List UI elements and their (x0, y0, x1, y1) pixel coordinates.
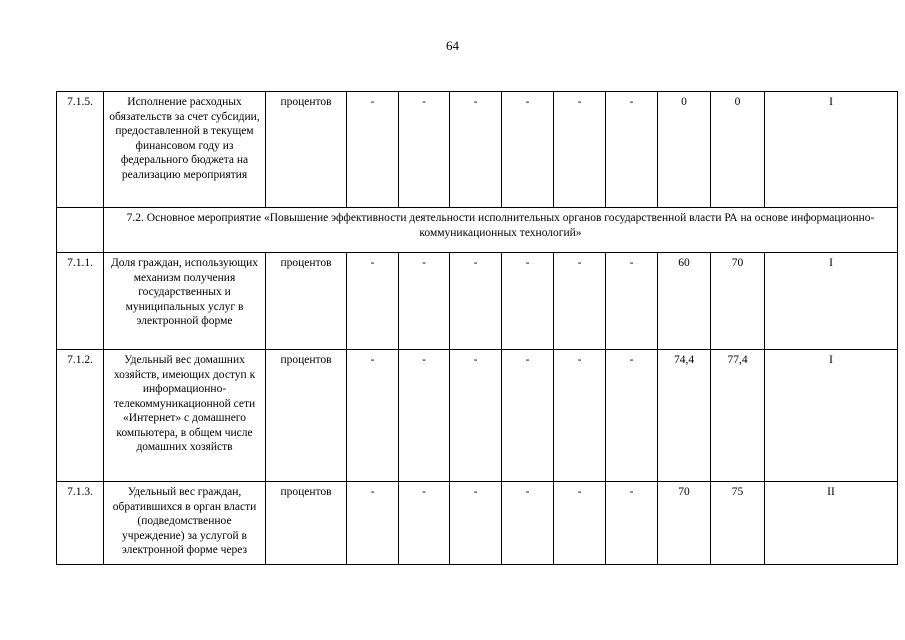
value-cell: - (606, 350, 658, 482)
unit-cell: процентов (266, 482, 347, 565)
row-number: 7.1.3. (57, 482, 104, 565)
unit-cell: процентов (266, 253, 347, 350)
value-cell: - (450, 253, 502, 350)
value-cell: 0 (658, 92, 711, 208)
value-cell: 60 (658, 253, 711, 350)
row-number: 7.1.1. (57, 253, 104, 350)
indicator-description: Удельный вес домашних хозяйств, имеющих доступ к информационно-телекоммуникационной сети «Интернет» с домашнего компьютера, в общем числе домашних хозяйств (104, 350, 266, 482)
value-cell: - (399, 350, 450, 482)
value-cell: - (450, 482, 502, 565)
category-cell: II (765, 482, 898, 565)
value-cell: - (399, 92, 450, 208)
unit-cell: процентов (266, 350, 347, 482)
value-cell: 77,4 (711, 350, 765, 482)
value-cell: - (450, 92, 502, 208)
indicator-description: Доля граждан, использующих механизм получения государственных и муниципальных услуг в электронной форме (104, 253, 266, 350)
value-cell: - (606, 482, 658, 565)
value-cell: 75 (711, 482, 765, 565)
indicator-description: Удельный вес граждан, обратившихся в орган власти (подведомственное учреждение) за услугой в электронной форме через (104, 482, 266, 565)
value-cell: - (554, 350, 606, 482)
value-cell: - (606, 253, 658, 350)
value-cell: 70 (711, 253, 765, 350)
section-title: 7.2. Основное мероприятие «Повышение эффективности деятельности исполнительных органов государственной власти РА на основе информационно-коммуникационных технологий» (104, 208, 898, 253)
value-cell: - (554, 253, 606, 350)
row-number: 7.1.5. (57, 92, 104, 208)
table-row (57, 482, 898, 565)
unit-cell: процентов (266, 92, 347, 208)
category-cell: I (765, 92, 898, 208)
value-cell: - (347, 350, 399, 482)
value-cell: - (347, 253, 399, 350)
page-number: 64 (446, 38, 459, 53)
value-cell: - (502, 350, 554, 482)
section-number-cell (57, 208, 104, 253)
value-cell: 70 (658, 482, 711, 565)
value-cell: - (450, 350, 502, 482)
value-cell: - (347, 92, 399, 208)
indicator-table (56, 91, 898, 565)
value-cell: - (347, 482, 399, 565)
value-cell: - (502, 92, 554, 208)
value-cell: - (554, 92, 606, 208)
value-cell: - (399, 482, 450, 565)
value-cell: 0 (711, 92, 765, 208)
value-cell: - (606, 92, 658, 208)
category-cell: I (765, 350, 898, 482)
table-row (57, 253, 898, 350)
row-number: 7.1.2. (57, 350, 104, 482)
value-cell: 74,4 (658, 350, 711, 482)
table-row (57, 350, 898, 482)
value-cell: - (502, 482, 554, 565)
indicator-description: Исполнение расходных обязательств за счет субсидии, предоставленной в текущем финансовом году из федерального бюджета на реализацию мероприятия (104, 92, 266, 208)
table-row (57, 92, 898, 208)
category-cell: I (765, 253, 898, 350)
value-cell: - (502, 253, 554, 350)
value-cell: - (399, 253, 450, 350)
value-cell: - (554, 482, 606, 565)
section-row (57, 208, 898, 253)
